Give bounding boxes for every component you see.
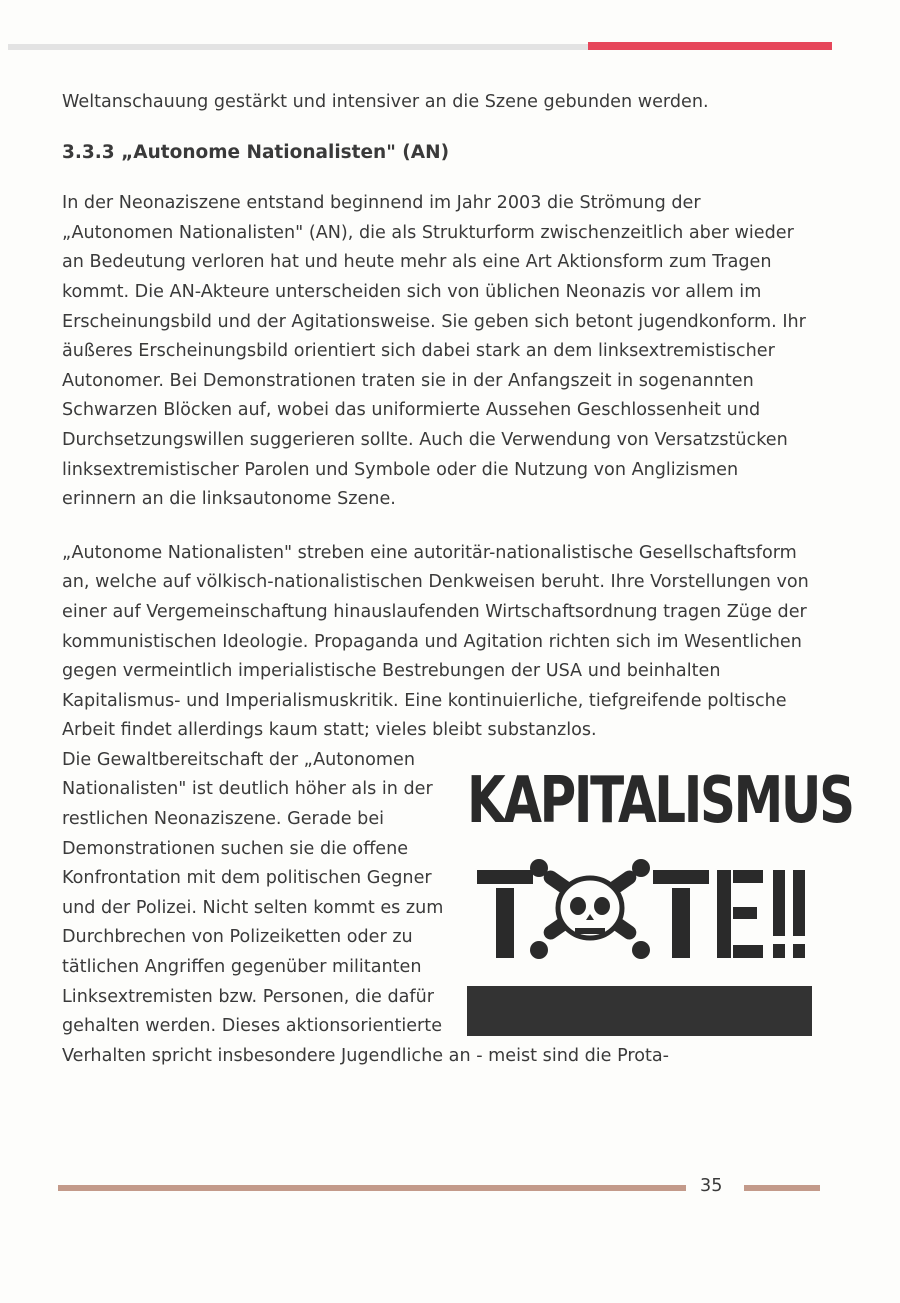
paragraph-3: Die Gewaltbereitschaft der „Autonomen Nationalisten" ist deutlich höher als in der restlichen Neonaziszene. Gerade bei Demonstrationen suchen sie die offene Konfrontation mit dem politischen Gegner und der Polizei. Nicht selten kommt es zum Durchbrechen von Polizeiketten oder zu tätlichen Angriffen gegenüber militanten Linksextremisten bzw. Personen, die dafür gehalten werden. Dieses aktionsorientierte Verhalten spricht insbesondere Jugendliche an - meist sind die Prota-	[62, 749, 670, 1066]
bottom-rule	[58, 1185, 686, 1191]
paragraph-3-block	[62, 746, 853, 1072]
section-heading: 3.3.3 „Autonome Nationalisten" (AN)	[62, 141, 450, 163]
page-body	[62, 88, 853, 1071]
poster-line-1: KAPITALISMUS	[467, 763, 853, 838]
kapitalismus-poster	[467, 763, 853, 1038]
svg-text:TÖTET!!: TÖTET!!	[467, 857, 472, 859]
paragraph-1: In der Neonaziszene entstand beginnend im Jahr 2003 die Strömung der „Autonomen Nationalisten" (AN), die als Strukturform zwischenzeitlich aber wieder an Bedeutung verloren hat und heute mehr als eine Art Aktionsform zum Tragen kommt. Die AN-Akteure unterscheiden sich von üblichen Neonazis vor allem im Erscheinungsbild und der Agitationsweise. Sie geben sich betont jugendkonform. Ihr äußeres Erscheinungsbild orientiert sich dabei stark an dem linksextremistischer Autonomer. Bei Demonstrationen traten sie in der Anfangszeit in sogenannten Schwarzen Blöcken auf, wobei das uniformierte Aussehen Geschlossenheit und Durchsetzungswillen suggerieren sollte. Auch die Verwendung von Versatzstücken linksextremistischer Parolen und Symbole oder die Nutzung von Anglizismen erinnern an die linksautonome Szene.	[62, 193, 806, 510]
skull-crossbones-icon	[530, 859, 650, 959]
paragraph-2: „Autonome Nationalisten" streben eine autoritär-nationalistische Gesellschaftsform an, welche auf völkisch-nationalistischen Denkweisen beruht. Ihre Vorstellungen von einer auf Vergemeinschaftung hinauslaufenden Wirtschaftsordnung tragen Züge der kommunistischen Ideologie. Propaganda und Agitation richten sich im Wesentlichen gegen vermeintlich imperialistische Bestrebungen der USA und beinhalten Kapitalismus- und Imperialismuskritik. Eine kontinuierliche, tiefgreifende poltische Arbeit findet allerdings kaum statt; vieles bleibt substanzlos.	[62, 542, 809, 741]
intro-line: Weltanschauung gestärkt und intensiver an die Szene gebunden werden.	[62, 92, 709, 112]
bottom-rule-right	[744, 1185, 820, 1191]
poster-bar	[467, 986, 812, 1036]
poster-line-2	[467, 858, 812, 968]
top-accent-rule	[588, 42, 832, 50]
top-rule	[8, 44, 588, 50]
page-number: 35	[700, 1176, 723, 1196]
